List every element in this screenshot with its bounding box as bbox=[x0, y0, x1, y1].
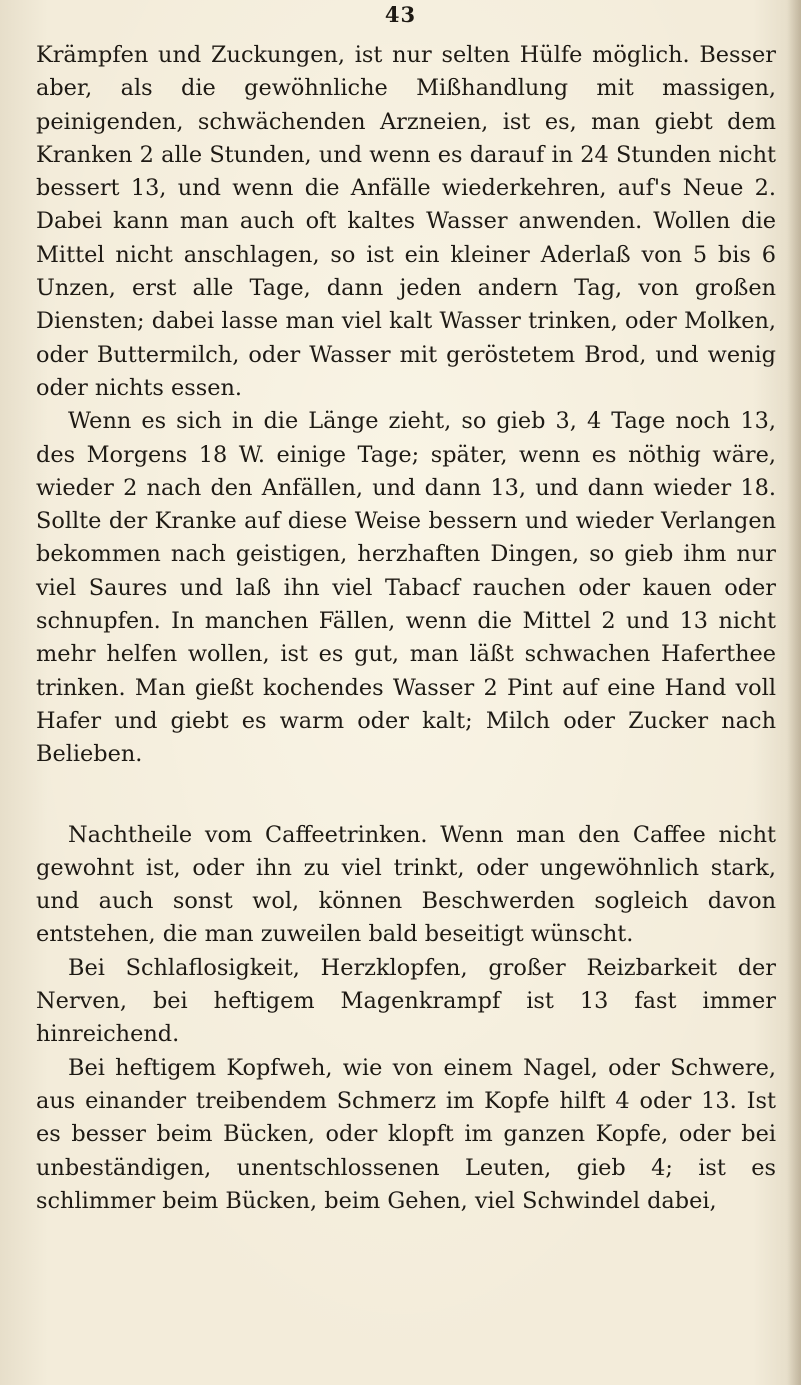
page-number: 43 bbox=[384, 2, 417, 27]
page-edge-shadow bbox=[787, 0, 801, 1385]
paragraph-cramps: Krämpfen und Zuckungen, ist nur selten Hülfe möglich. Besser aber, als die gewöhnliche Mißhandlung mit massigen, peinigenden, schwächenden Arzneien, ist es, man giebt dem Kranken 2 alle Stunden, und wenn es darauf in 24 Stunden nicht bessert 13, und wenn die Anfälle wiederkehren, auf's Neue 2. Dabei kann man auch oft kaltes Wasser anwenden. Wollen die Mittel nicht anschlagen, so ist ein kleiner Aderlaß von 5 bis 6 Unzen, erst alle Tage, dann jeden andern Tag, von großen Diensten; dabei lasse man viel kalt Wasser trinken, oder Molken, oder Buttermilch, oder Wasser mit geröstetem Brod, und wenig oder nichts essen. bbox=[36, 42, 776, 401]
paragraph-coffee-drawbacks: Nachtheile vom Caffeetrinken. Wenn man den Caffee nicht gewohnt ist, oder ihn zu viel trinkt, oder ungewöhnlich stark, und auch sonst wol, können Beschwerden sogleich davon entstehen, die man zuweilen bald beseitigt wünscht. bbox=[36, 821, 776, 948]
paragraph-sleeplessness: Bei Schlaflosigkeit, Herzklopfen, großer Reizbarkeit der Nerven, bei heftigem Magenkrampf ist 13 fast immer hinreichend. bbox=[36, 954, 776, 1048]
body-text bbox=[36, 39, 776, 1218]
paragraph-prolonged-case: Wenn es sich in die Länge zieht, so gieb 3, 4 Tage noch 13, des Morgens 18 W. einige Tage; später, wenn es nöthig wäre, wieder 2 nach den Anfällen, und dann 13, und dann wieder 18. Sollte der Kranke auf diese Weise bessern und wieder Verlangen bekommen nach geistigen, herzhaften Dingen, so gieb ihm nur viel Saures und laß ihn viel Tabacf rauchen oder kauen oder schnupfen. In manchen Fällen, wenn die Mittel 2 und 13 nicht mehr helfen wollen, ist es gut, man läßt schwachen Haferthee trinken. Man gießt kochendes Wasser 2 Pint auf eine Hand voll Hafer und giebt es warm oder kalt; Milch oder Zucker nach Belieben. bbox=[36, 408, 776, 768]
paragraph-headache: Bei heftigem Kopfweh, wie von einem Nagel, oder Schwere, aus einander treibendem Schmerz im Kopfe hilft 4 oder 13. Ist es besser beim Bücken, oder klopft im ganzen Kopfe, oder bei unbeständigen, unentschlossenen Leuten, gieb 4; ist es schlimmer beim Bücken, beim Gehen, viel Schwindel dabei, bbox=[36, 1054, 776, 1214]
